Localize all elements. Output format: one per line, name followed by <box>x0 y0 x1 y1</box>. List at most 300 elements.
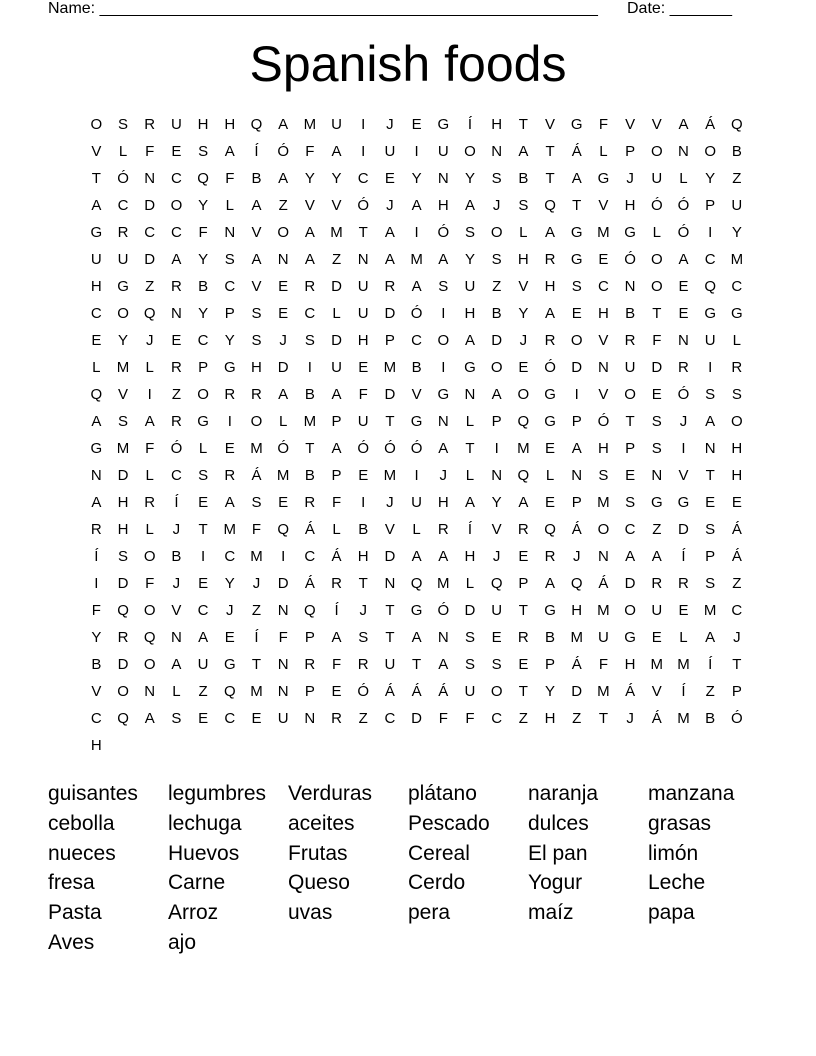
grid-cell[interactable]: S <box>651 413 662 430</box>
grid-cell[interactable]: F <box>438 710 448 727</box>
grid-cell[interactable]: E <box>518 359 529 376</box>
grid-cell[interactable]: N <box>491 143 503 160</box>
grid-cell[interactable]: N <box>704 440 716 457</box>
grid-cell[interactable]: M <box>597 602 610 619</box>
grid-cell[interactable]: A <box>224 143 235 160</box>
grid-cell[interactable]: H <box>437 197 449 214</box>
grid-cell[interactable]: M <box>116 359 130 376</box>
grid-cell[interactable]: F <box>251 521 262 538</box>
grid-cell[interactable]: D <box>144 251 156 268</box>
grid-cell[interactable]: Z <box>251 602 262 619</box>
grid-cell[interactable]: R <box>437 521 449 538</box>
grid-cell[interactable]: M <box>116 440 130 457</box>
grid-cell[interactable]: U <box>597 629 609 646</box>
grid-cell[interactable]: C <box>117 197 129 214</box>
grid-cell[interactable]: L <box>519 224 528 241</box>
grid-cell[interactable]: A <box>411 197 422 214</box>
grid-cell[interactable]: E <box>705 494 716 511</box>
grid-cell[interactable]: S <box>571 278 582 295</box>
grid-cell[interactable]: S <box>198 467 209 484</box>
grid-cell[interactable]: U <box>197 656 209 673</box>
grid-cell[interactable]: Z <box>145 278 155 295</box>
grid-cell[interactable]: R <box>144 116 156 133</box>
grid-cell[interactable]: S <box>251 305 262 322</box>
grid-cell[interactable]: S <box>438 278 449 295</box>
grid-cell[interactable]: R <box>331 575 342 592</box>
grid-cell[interactable]: U <box>384 656 396 673</box>
grid-cell[interactable]: A <box>251 197 262 214</box>
grid-cell[interactable]: E <box>518 548 529 565</box>
grid-cell[interactable]: M <box>303 413 317 430</box>
grid-cell[interactable]: M <box>250 548 263 565</box>
grid-cell[interactable]: L <box>679 629 688 646</box>
grid-cell[interactable]: C <box>384 710 396 727</box>
grid-cell[interactable]: Z <box>732 575 742 592</box>
grid-cell[interactable]: V <box>598 197 609 214</box>
grid-cell[interactable]: A <box>625 548 636 565</box>
grid-cell[interactable]: T <box>705 467 715 484</box>
grid-cell[interactable]: V <box>251 278 262 295</box>
grid-cell[interactable]: Q <box>90 386 103 403</box>
grid-cell[interactable]: I <box>414 224 419 241</box>
grid-cell[interactable]: V <box>171 602 182 619</box>
grid-cell[interactable]: V <box>625 116 636 133</box>
grid-cell[interactable]: T <box>465 440 475 457</box>
grid-cell[interactable]: N <box>624 278 636 295</box>
grid-cell[interactable]: M <box>650 656 664 673</box>
grid-cell[interactable]: G <box>223 656 236 673</box>
grid-cell[interactable]: L <box>332 305 341 322</box>
grid-cell[interactable]: A <box>545 224 556 241</box>
grid-cell[interactable]: S <box>518 197 529 214</box>
grid-cell[interactable]: J <box>172 521 181 538</box>
grid-cell[interactable]: S <box>491 170 502 187</box>
grid-cell[interactable]: E <box>491 629 502 646</box>
grid-cell[interactable]: B <box>198 278 209 295</box>
grid-cell[interactable]: S <box>598 467 609 484</box>
grid-cell[interactable]: A <box>411 548 422 565</box>
grid-cell[interactable]: N <box>571 467 583 484</box>
grid-cell[interactable]: P <box>331 413 342 430</box>
grid-cell[interactable]: B <box>625 305 636 322</box>
grid-cell[interactable]: L <box>278 413 288 430</box>
grid-cell[interactable]: N <box>678 332 689 349</box>
grid-cell[interactable]: S <box>705 386 716 403</box>
grid-cell[interactable]: C <box>224 710 236 727</box>
grid-cell[interactable]: N <box>384 575 396 592</box>
grid-cell[interactable]: V <box>518 278 529 295</box>
grid-cell[interactable]: M <box>677 656 690 673</box>
grid-cell[interactable]: I <box>361 116 366 133</box>
grid-cell[interactable]: D <box>117 467 129 484</box>
grid-cell[interactable]: Q <box>517 413 530 430</box>
grid-cell[interactable]: O <box>143 656 156 673</box>
grid-cell[interactable]: V <box>545 116 556 133</box>
grid-cell[interactable]: C <box>197 602 209 619</box>
grid-cell[interactable]: M <box>410 251 423 268</box>
grid-cell[interactable]: J <box>252 575 261 592</box>
grid-cell[interactable]: Ó <box>277 143 289 160</box>
grid-cell[interactable]: S <box>118 548 129 565</box>
grid-cell[interactable]: L <box>172 683 181 700</box>
grid-cell[interactable]: J <box>386 116 394 133</box>
grid-cell[interactable]: U <box>704 332 716 349</box>
grid-cell[interactable]: S <box>251 332 262 349</box>
grid-cell[interactable]: O <box>650 251 663 268</box>
grid-cell[interactable]: L <box>545 467 555 484</box>
grid-cell[interactable]: F <box>145 143 155 160</box>
grid-cell[interactable]: U <box>411 494 423 511</box>
grid-cell[interactable]: R <box>251 386 262 403</box>
grid-cell[interactable]: U <box>384 143 396 160</box>
grid-cell[interactable]: P <box>198 359 209 376</box>
grid-cell[interactable]: H <box>517 251 529 268</box>
grid-cell[interactable]: Y <box>198 197 209 214</box>
grid-cell[interactable]: A <box>91 197 102 214</box>
grid-cell[interactable]: O <box>704 143 716 160</box>
grid-cell[interactable]: C <box>597 278 609 295</box>
grid-cell[interactable]: H <box>544 710 556 727</box>
grid-cell[interactable]: Ó <box>357 197 370 214</box>
grid-cell[interactable]: E <box>224 629 235 646</box>
grid-cell[interactable]: I <box>361 143 366 160</box>
grid-cell[interactable]: Ó <box>357 440 370 457</box>
grid-cell[interactable]: V <box>251 224 262 241</box>
grid-cell[interactable]: A <box>384 251 395 268</box>
grid-cell[interactable]: Ó <box>170 440 183 457</box>
grid-cell[interactable]: Í <box>467 521 473 538</box>
grid-cell[interactable]: M <box>250 440 263 457</box>
grid-cell[interactable]: H <box>197 116 209 133</box>
grid-cell[interactable]: J <box>626 170 634 187</box>
grid-cell[interactable]: A <box>518 494 529 511</box>
grid-cell[interactable]: T <box>385 413 395 430</box>
grid-cell[interactable]: Q <box>570 575 583 592</box>
grid-cell[interactable]: S <box>251 494 262 511</box>
grid-cell[interactable]: E <box>278 278 289 295</box>
grid-cell[interactable]: L <box>198 440 208 457</box>
grid-cell[interactable]: Y <box>198 305 209 322</box>
grid-cell[interactable]: J <box>626 710 634 727</box>
grid-cell[interactable]: O <box>624 386 636 403</box>
grid-cell[interactable]: B <box>545 629 556 646</box>
grid-cell[interactable]: T <box>732 656 742 673</box>
grid-cell[interactable]: A <box>411 278 422 295</box>
grid-cell[interactable]: A <box>331 440 342 457</box>
grid-cell[interactable]: J <box>226 602 234 619</box>
grid-cell[interactable]: G <box>90 440 103 457</box>
grid-cell[interactable]: D <box>651 359 663 376</box>
grid-cell[interactable]: R <box>651 575 663 592</box>
grid-cell[interactable]: Y <box>304 170 315 187</box>
grid-cell[interactable]: R <box>384 278 396 295</box>
grid-cell[interactable]: R <box>517 521 529 538</box>
grid-cell[interactable]: G <box>117 278 129 295</box>
grid-cell[interactable]: Í <box>174 494 179 511</box>
grid-cell[interactable]: N <box>597 548 609 565</box>
grid-cell[interactable]: Í <box>681 683 686 700</box>
grid-cell[interactable]: Z <box>171 386 181 403</box>
grid-cell[interactable]: U <box>651 602 663 619</box>
grid-cell[interactable]: P <box>705 548 716 565</box>
grid-cell[interactable]: Y <box>118 332 129 349</box>
grid-cell[interactable]: O <box>170 197 183 214</box>
grid-cell[interactable]: P <box>224 305 235 322</box>
grid-cell[interactable]: U <box>357 278 369 295</box>
grid-cell[interactable]: Q <box>731 116 743 133</box>
grid-cell[interactable]: Ó <box>624 251 636 268</box>
grid-cell[interactable]: P <box>705 197 716 214</box>
grid-cell[interactable]: Ó <box>357 683 370 700</box>
grid-cell[interactable]: Í <box>94 548 99 565</box>
grid-cell[interactable]: I <box>147 386 152 403</box>
grid-cell[interactable]: C <box>144 224 156 241</box>
grid-cell[interactable]: Z <box>492 278 502 295</box>
grid-cell[interactable]: S <box>118 116 129 133</box>
grid-cell[interactable]: I <box>494 440 499 457</box>
grid-cell[interactable]: H <box>731 467 743 484</box>
grid-cell[interactable]: S <box>731 386 742 403</box>
grid-cell[interactable]: V <box>491 521 502 538</box>
grid-cell[interactable]: Q <box>544 521 556 538</box>
grid-cell[interactable]: M <box>730 251 744 268</box>
grid-cell[interactable]: B <box>251 170 262 187</box>
grid-cell[interactable]: H <box>571 602 583 619</box>
grid-cell[interactable]: S <box>651 440 662 457</box>
grid-cell[interactable]: C <box>704 251 716 268</box>
grid-cell[interactable]: L <box>679 170 688 187</box>
grid-cell[interactable]: A <box>545 575 556 592</box>
grid-cell[interactable]: G <box>570 251 583 268</box>
grid-cell[interactable]: D <box>331 278 342 295</box>
grid-cell[interactable]: G <box>624 224 636 241</box>
grid-cell[interactable]: N <box>144 170 156 187</box>
grid-cell[interactable]: A <box>464 332 475 349</box>
grid-cell[interactable]: U <box>491 602 503 619</box>
grid-cell[interactable]: F <box>358 386 368 403</box>
grid-cell[interactable]: Q <box>143 629 156 646</box>
grid-cell[interactable]: R <box>304 278 316 295</box>
grid-cell[interactable]: Ó <box>410 305 423 322</box>
grid-cell[interactable]: E <box>224 440 235 457</box>
grid-cell[interactable]: V <box>304 197 315 214</box>
grid-cell[interactable]: A <box>545 305 556 322</box>
grid-cell[interactable]: H <box>464 305 476 322</box>
grid-cell[interactable]: H <box>437 494 449 511</box>
grid-cell[interactable]: L <box>652 224 661 241</box>
grid-cell[interactable]: G <box>197 413 209 430</box>
grid-cell[interactable]: N <box>437 170 449 187</box>
grid-cell[interactable]: P <box>731 683 742 700</box>
grid-cell[interactable]: H <box>597 440 609 457</box>
grid-cell[interactable]: Z <box>732 170 742 187</box>
grid-cell[interactable]: T <box>305 440 315 457</box>
grid-cell[interactable]: O <box>143 548 156 565</box>
grid-cell[interactable]: R <box>544 251 556 268</box>
grid-cell[interactable]: F <box>278 629 288 646</box>
grid-cell[interactable]: A <box>278 386 289 403</box>
grid-cell[interactable]: Ó <box>731 710 743 727</box>
grid-cell[interactable]: Q <box>410 575 423 592</box>
grid-cell[interactable]: B <box>304 467 315 484</box>
grid-cell[interactable]: J <box>572 548 581 565</box>
grid-cell[interactable]: O <box>597 521 610 538</box>
grid-cell[interactable]: C <box>357 170 369 187</box>
grid-cell[interactable]: O <box>490 359 503 376</box>
grid-cell[interactable]: E <box>678 278 689 295</box>
grid-cell[interactable]: F <box>305 143 315 160</box>
grid-cell[interactable]: U <box>437 143 449 160</box>
grid-cell[interactable]: Q <box>304 602 316 619</box>
grid-cell[interactable]: R <box>224 467 236 484</box>
grid-cell[interactable]: J <box>279 332 287 349</box>
grid-cell[interactable]: P <box>625 143 636 160</box>
grid-cell[interactable]: N <box>437 629 449 646</box>
grid-cell[interactable]: Y <box>518 305 529 322</box>
grid-cell[interactable]: T <box>518 116 528 133</box>
grid-cell[interactable]: A <box>651 548 662 565</box>
grid-cell[interactable]: J <box>492 197 501 214</box>
grid-cell[interactable]: R <box>331 710 342 727</box>
grid-cell[interactable]: G <box>90 224 103 241</box>
grid-cell[interactable]: Á <box>651 710 662 727</box>
grid-cell[interactable]: C <box>224 548 236 565</box>
grid-cell[interactable]: R <box>544 332 556 349</box>
grid-cell[interactable]: J <box>386 197 394 214</box>
grid-cell[interactable]: A <box>331 143 342 160</box>
grid-cell[interactable]: E <box>198 575 209 592</box>
grid-cell[interactable]: A <box>304 251 315 268</box>
grid-cell[interactable]: Ó <box>597 413 610 430</box>
grid-cell[interactable]: E <box>358 467 369 484</box>
grid-cell[interactable]: I <box>574 386 579 403</box>
grid-cell[interactable]: P <box>304 683 315 700</box>
grid-cell[interactable]: P <box>491 413 502 430</box>
grid-cell[interactable]: U <box>357 413 369 430</box>
grid-cell[interactable]: J <box>439 467 448 484</box>
grid-cell[interactable]: T <box>412 656 422 673</box>
grid-cell[interactable]: C <box>624 521 636 538</box>
grid-cell[interactable]: A <box>705 629 716 646</box>
name-field[interactable]: Name: ________________________________________________________ <box>48 0 598 17</box>
grid-cell[interactable]: O <box>650 278 663 295</box>
grid-cell[interactable]: M <box>383 359 397 376</box>
grid-cell[interactable]: F <box>652 332 662 349</box>
grid-cell[interactable]: Ó <box>677 224 690 241</box>
grid-cell[interactable]: B <box>411 359 422 376</box>
grid-cell[interactable]: T <box>385 629 395 646</box>
grid-cell[interactable]: E <box>411 116 422 133</box>
grid-cell[interactable]: S <box>118 413 129 430</box>
grid-cell[interactable]: O <box>490 224 503 241</box>
grid-cell[interactable]: G <box>544 386 556 403</box>
grid-cell[interactable]: D <box>384 305 396 322</box>
grid-cell[interactable]: R <box>517 629 529 646</box>
grid-cell[interactable]: T <box>198 521 208 538</box>
grid-cell[interactable]: A <box>491 386 502 403</box>
grid-cell[interactable]: M <box>303 116 317 133</box>
grid-cell[interactable]: L <box>225 197 234 214</box>
grid-cell[interactable]: F <box>145 575 155 592</box>
grid-cell[interactable]: I <box>94 575 99 592</box>
grid-cell[interactable]: L <box>465 413 475 430</box>
grid-cell[interactable]: G <box>464 359 476 376</box>
grid-cell[interactable]: U <box>117 251 129 268</box>
grid-cell[interactable]: T <box>358 575 368 592</box>
grid-cell[interactable]: E <box>171 332 182 349</box>
grid-cell[interactable]: N <box>144 683 156 700</box>
grid-cell[interactable]: J <box>172 575 181 592</box>
grid-cell[interactable]: O <box>143 602 156 619</box>
grid-cell[interactable]: Z <box>652 521 662 538</box>
grid-cell[interactable]: R <box>678 575 689 592</box>
grid-cell[interactable]: Q <box>117 602 129 619</box>
grid-cell[interactable]: Z <box>705 683 715 700</box>
grid-cell[interactable]: O <box>90 116 103 133</box>
grid-cell[interactable]: T <box>545 143 555 160</box>
grid-cell[interactable]: J <box>492 548 501 565</box>
grid-cell[interactable]: G <box>597 170 610 187</box>
grid-cell[interactable]: Í <box>254 629 259 646</box>
grid-cell[interactable]: Z <box>572 710 582 727</box>
grid-cell[interactable]: E <box>91 332 102 349</box>
grid-cell[interactable]: Í <box>334 602 339 619</box>
grid-cell[interactable]: Á <box>598 575 609 592</box>
grid-cell[interactable]: Á <box>731 521 742 538</box>
grid-cell[interactable]: U <box>277 710 289 727</box>
grid-cell[interactable]: S <box>705 521 716 538</box>
grid-cell[interactable]: L <box>118 143 128 160</box>
grid-cell[interactable]: V <box>598 386 609 403</box>
grid-cell[interactable]: V <box>384 521 395 538</box>
date-field[interactable]: Date: _______ <box>627 0 732 17</box>
grid-cell[interactable]: V <box>678 467 689 484</box>
grid-cell[interactable]: A <box>171 251 182 268</box>
grid-cell[interactable]: Ó <box>410 440 423 457</box>
grid-cell[interactable]: B <box>491 305 502 322</box>
grid-cell[interactable]: E <box>545 440 556 457</box>
grid-cell[interactable]: A <box>304 224 315 241</box>
grid-cell[interactable]: D <box>571 683 583 700</box>
grid-cell[interactable]: C <box>411 332 423 349</box>
grid-cell[interactable]: E <box>518 656 529 673</box>
grid-cell[interactable]: Y <box>491 494 502 511</box>
grid-cell[interactable]: D <box>384 548 396 565</box>
grid-cell[interactable]: Í <box>467 116 473 133</box>
grid-cell[interactable]: A <box>678 116 689 133</box>
grid-cell[interactable]: A <box>438 656 449 673</box>
grid-cell[interactable]: S <box>625 494 636 511</box>
grid-cell[interactable]: A <box>278 116 289 133</box>
grid-cell[interactable]: E <box>331 683 342 700</box>
grid-cell[interactable]: P <box>545 656 556 673</box>
grid-cell[interactable]: A <box>91 413 102 430</box>
grid-cell[interactable]: I <box>441 305 446 322</box>
grid-cell[interactable]: T <box>358 224 368 241</box>
grid-cell[interactable]: E <box>384 170 395 187</box>
grid-cell[interactable]: I <box>708 359 713 376</box>
grid-cell[interactable]: A <box>678 251 689 268</box>
grid-cell[interactable]: M <box>437 575 450 592</box>
grid-cell[interactable]: O <box>437 332 450 349</box>
grid-cell[interactable]: A <box>224 494 235 511</box>
grid-cell[interactable]: L <box>465 575 475 592</box>
grid-cell[interactable]: S <box>464 656 475 673</box>
grid-cell[interactable]: G <box>410 413 423 430</box>
grid-cell[interactable]: T <box>518 602 528 619</box>
grid-cell[interactable]: C <box>731 278 743 295</box>
grid-cell[interactable]: L <box>92 359 101 376</box>
